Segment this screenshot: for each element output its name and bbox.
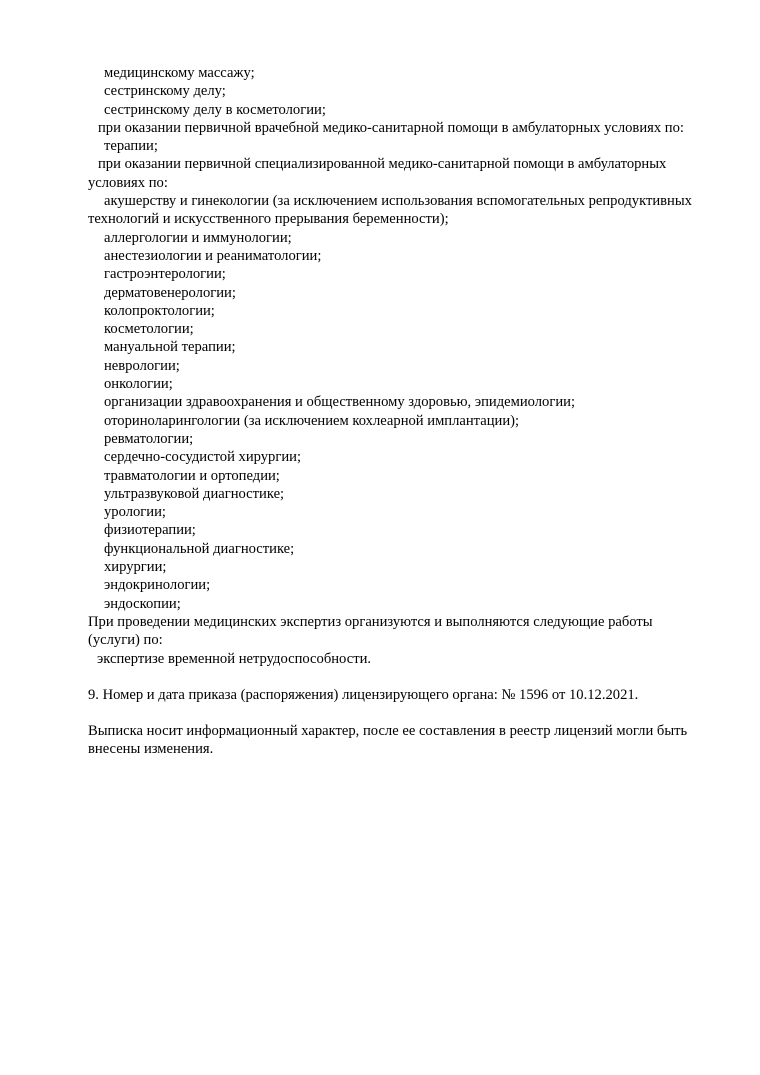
disclaimer-line: внесены изменения. [88,741,214,758]
order-number-line: 9. Номер и дата приказа (распоряжения) лицензирующего органа: № 1596 от 10.12.2021. [88,686,639,703]
document-body [88,64,728,759]
spacer [88,704,728,722]
document-line: эндокринологии; [104,577,211,594]
document-line: медицинскому массажу; [104,65,255,81]
document-line: ревматологии; [104,430,194,447]
document-line: физиотерапии; [104,522,196,539]
document-line: При проведении медицинских экспертиз организуются и выполняются следующие работы [88,613,653,630]
disclaimer-line: Выписка носит информационный характер, после ее составления в реестр лицензий могли быть [88,723,688,740]
document-line: хирургии; [104,559,167,576]
document-line: терапии; [104,138,158,155]
spacer [88,668,728,686]
document-line: колопроктологии; [104,302,215,319]
document-line: косметологии; [104,321,194,338]
document-line: при оказании первичной специализированной медико-санитарной помощи в амбулаторных [98,156,667,173]
document-line: аллергологии и иммунологии; [104,229,292,246]
document-line: сердечно-сосудистой хирургии; [104,449,302,466]
document-line: оториноларингологии (за исключением кохлеарной имплантации); [104,412,520,429]
document-line: сестринскому делу; [104,83,226,100]
document-line: ультразвуковой диагностике; [104,485,285,502]
document-line: условиях по: [88,174,168,191]
disclaimer-note [88,722,728,759]
document-line: экспертизе временной нетрудоспособности. [97,650,372,667]
document-line: гастроэнтерологии; [104,266,226,283]
document-line: мануальной терапии; [104,339,236,356]
document-line: организации здравоохранения и общественному здоровью, эпидемиологии; [104,394,576,411]
document-line: анестезиологии и реаниматологии; [104,247,322,264]
document-line: неврологии; [104,357,180,374]
document-line: при оказании первичной врачебной медико-санитарной помощи в амбулаторных условиях по: [98,119,684,136]
document-line: функциональной диагностике; [104,540,295,557]
services-list [88,64,728,668]
document-line: урологии; [104,504,166,521]
document-line: акушерству и гинекологии (за исключением использования вспомогательных репродуктивных [104,193,692,210]
document-line: технологий и искусственного прерывания беременности); [88,211,449,228]
document-line: онкологии; [104,376,173,393]
document-line: травматологии и ортопедии; [104,467,280,484]
document-line: дерматовенерологии; [104,284,236,301]
document-line: сестринскому делу в косметологии; [104,101,326,118]
document-line: эндоскопии; [104,595,181,612]
document-line: (услуги) по: [88,632,163,649]
